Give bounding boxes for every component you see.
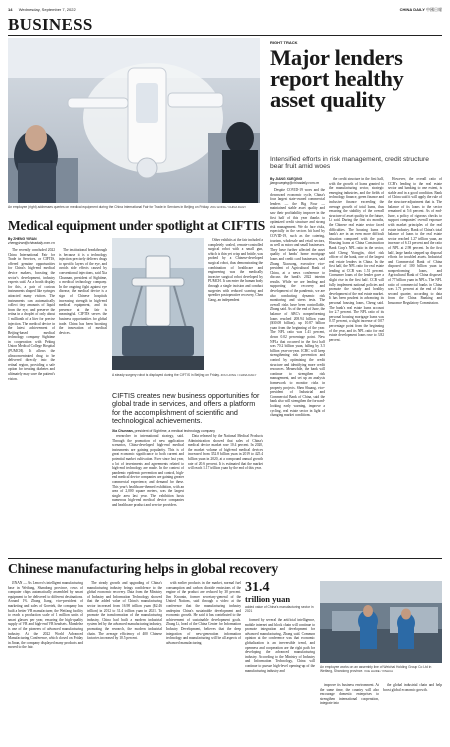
ciftis-column-1: The recently concluded 2022 China International Fair for Trade in Services, or CIFTIS, offered genuine opportunities for China's high-end medical device makers, boosting the sector's development, industry experts said. As a booth display for this, a pair of curious instruments shaped like syringes attracted many visitors. The instruments can automatically collect tiny amounts of liquid from the eye, and preserve the retina in a droplet of only about 1 millionth of a liter for precise injection. The medical device in the latest achievement of Beijing-based medical technology company Sightime in cooperation with Peking Union Medical College Hospital (PUMCH). It allows the ultraconcentrated drug to be delivered directly into the retinal region, providing a safe option for treating diabetes and ultimately may save the patient's vision. [8, 248, 55, 381]
header-rule [8, 35, 442, 36]
bottom-photo-caption: An employee works on an assembly line of Weichai Holding Group Co Ltd in Weifang, Shandong province. XUE HAIDE / XINHUA [320, 665, 432, 674]
bottom-column-2: The steady growth and upgrading of China's manufacturing industry brings confidence to the global economic recovery. Data from the Ministry of Industry and Information Technology showed that the added value of China's manufacturing sector increased from 16.98 trillion yuan ($2.46 trillion) in 2012 to 31.4 trillion yuan in 2021. To promote the transformation of the manufacturing industry, China had built a modern industrial system led by the advanced manufacturing industry, promoting the research, the modern industrial chain. The average efficiency of 400 Chinese factories increased by 10.5 percent. [87, 581, 162, 641]
top-photo [8, 38, 260, 203]
bottom-column-5: improve its business environment. At the same time, the country will also encourage domestic enterprises to strengthen international cooperation, integrate into [320, 683, 379, 706]
bottom-rule [8, 558, 442, 559]
bottom-photo-credit: XUE HAIDE / XINHUA [364, 669, 394, 674]
paper-name-cn: 中國日報 [426, 7, 442, 12]
mid-photo-image [112, 238, 204, 370]
asset-kicker: RIGHT TRACK [270, 40, 298, 45]
asset-column-1: Despite COVID-19 woes and the downward economic cycle, China's four largest state-owned commercial lenders — the Big Four — maintained stable asset quality and saw their profitability improve in the first half of this year thanks to optimized credit structure and strong risk management. We do face risks, especially in the sectors hit hard by COVID-19, such as the catering, tourism, wholesale and retail sectors, as well as micro and small businesses. They have further affected the asset quality of banks' home mortgage loans and credit card businesses, said Zhang Xiaosong, executive vice-president of Agricultural Bank of China, at a news conference to discuss the bank's 2022 interim results. While we are lending and supporting the recovery and development of the pandemic, we are also conducting dynamic risk monitoring and stress tests. The overall risks have been controllable, Zhang said. As of the end of June, the balance of ABC's nonperforming loans reached 208.94 billion yuan ($30.08 billion), up 10.87 billion yuan from the beginning of the year. The NPL ratio was 1.41 percent, down 0.02 percentage point. New NPLs that occurred in the first half was 70.2 billion yuan, falling by 3.5 billion year-on-year. ICBC will keep strengthening risk prevention and control by optimizing the credit structure and identifying more credit resources. Meanwhile, the bank will continue to strengthen risk management, and set up an analysis framework to monitor risks in property projects. Shen Shuang, vice-president of Industrial and Commercial Bank of China, said the bank also will strengthen the forward-looking early warning, improve a cycling, real estate sector in light of changing market conditions. [270, 188, 325, 418]
section-title: BUSINESS [8, 15, 93, 34]
bottom-headline: Chinese manufacturing helps in global recovery [8, 561, 279, 576]
ciftis-column-4: researcher in international strategy, said. Through the promotion of new application scenarios, China-developed high-end medical instruments are gaining popularity. This is of great economic significance to both current and potential market cultivation. Ever since last year, a lot of investments and agreements related to high-end technology are made. In the context of pandemic epidemic prevention and control, high-end medical device companies are gaining greater commercial experience, and demand for these. This year's healthcare-themed exhibition, with an area of 2,000 square meters, was the largest single area last year. The exhibition hosts numerous high-end medical device companies and healthcare product and service providers. [112, 434, 184, 507]
bottom-column-1: JINAN — As Lenovo's intelligent manufacturing base in Weifang, Shandong province, rows of computer chips automatically assembled by smart equipment to be delivered to different destinations. Around 1% Zhang Jiang, vice-president of marketing and sales of Goertek, the company has built a better VR manufacturer, the Weifang facility to reach a production scale of 1 million units of smart glasses per year, ensuring the high-quality supply of VR and high-end VR headsets. Mondelez is one of the pioneers of advanced manufacturing industry. At the 2022 World Advanced Manufacturing Conference, which closed on Friday in Jinan, the company displayed many products and moved to the fair. [8, 581, 83, 650]
stat-value: 31.4 [245, 580, 270, 595]
ciftis-column-3: Other exhibits at the fair included a completely sealed, remote-controlled surgical robot with a small gun, which is thin yet crisp and brittle, was probed by a Chinese-developed surgical robot, thus demonstrating the combination of healthcare and engineering was the medically invasive surgical robot developed by PUMCH. It can enter the human body through a single incision and conduct surgeries with reduced scarring and speedier postoperative recovery, Chen Gang, an independent [208, 238, 263, 302]
asset-headline: Major lenders report healthy asset quality [270, 45, 404, 112]
mid-photo-credit: ZOU HONG / CHINA DAILY [220, 373, 257, 377]
asset-column-3: However, the overall ratio of CCB's lending to the real estate sector and banking to one extent, is stable and in a good condition. Bank of China said it will apply the rule of the structure-adjustment that is. The balance of its loans to the sector remained at 5.6 percent. As of end-June, a policy of rigorous checks to support companies' overall exposure with market principles of the real estate industry. Bank of China's total balance of loans to the real estate sector reached 1.27 trillion yuan, an increase of 6.13 percent and the ratio of NPL at 2.98 percent. In the first half, large banks stepped up disposal efforts for troubled assets. Industrial and Commercial Bank of China disposed of 100 billion yuan in nonperforming loans, and Agricultural Bank of China disposed of 77 billion yuan in NPLs. The NPL ratio of commercial banks in China was 1.71 percent at the end of the second quarter, according to data from the China Banking and Insurance Regulatory Commission. [388, 177, 442, 306]
asset-byline: By JIANG XUEQING jiangxueqing@chinadaily.com.cn [270, 177, 320, 186]
pullquote [112, 392, 262, 433]
ciftis-byline: By ZHENG YIRAN zhengyiran@chinadaily.com.cn [8, 237, 55, 246]
mid-photo [112, 238, 204, 370]
stat-description: added value of China's manufacturing sector in 2021 [245, 605, 314, 614]
bottom-column-3: with earlier products in the market, normal fuel consumption and carbon dioxide emissions of the engine of the product are reduced by 30 percent. Jim Kroonin, former secretary-general of the United Nations, said through a video at the conference that the manufacturing industry underpins China's sustainable development and economic growth. He said it has contributed to the achievement of sustainable development goals. Zhang Li, head of the China Center for Information Industry Development, believes that the deep integration of new-generation information technology and manufacturing will be all aspects of advanced manufacturing. [166, 581, 241, 645]
asset-deck: Intensified efforts in risk management, credit structure bear fruit amid woes [270, 156, 429, 171]
bottom-photo-image [320, 581, 442, 663]
asset-column-2: the credit structure in the first half, with the growth of loans granted to the manufacturing sector, strategic emerging industries, and the fields of technology finance, green finance and inclusive finance exceeding the average growth of total loans, thus ensuring the stability of the overall structure of asset quality in the future, Li said. During the first six months, the Chinese real estate sector faced difficulties. The housing loans of bank's are in an even more difficult situation compared with the past. Housing loans at China Construction Bank Corp's NPL ratio in the sector, said Cheng Yiongjin, chief risk officer of the bank, one of the largest real estate lenders in China. In the first half, the NPL ratio for real estate lending at CCB was 1.51 percent. Consumer loans of the lender gave a slight rise in the first half. CCB will fully implement national policies and promote the steady and healthy development of the real estate market. It has been prudent in advancing its personal housing loans, Cheng said. The bank's real estate loans account for 2.7 percent. The NPL ratio of its personal housing mortgage loans was 0.37 percent, a slight increase of 0.07 percentage point from the beginning of the year, and its NPL ratio for real estate development loans rose to 3.82 percent. [329, 177, 384, 342]
ciftis-column-2: The institutional breakthrough is because it is a technology injection precisely delivers drugs to specific layers of the eye, and avoids side effects caused by conventional injections, said Xia Chunnan, president of Sightime, a medical technology company. In the ongoing fight against eye disease, the medical device is a sign of Chinese hospitals increasing strength in high-end medical equipment, and its presence at the fair is meaningful. CIFTIS serves the business opportunities for global trade. China has been boosting the innovation of medical devices. [59, 248, 107, 335]
bottom-photo [320, 581, 442, 663]
top-photo-image [8, 38, 260, 203]
bottom-column-4: formed by several the artificial intelligence, mobile internet and block chain will continue to promote integration and development for advanced manufacturing, Zhang said. Common opinion at the conference was that economic globalization is an irreversible trend, and openness and cooperation are the right path for developing the advanced manufacturing industry. According to the Ministry of Industry and Information Technology, China will continue to pursue high-level opening-up of the manufacturing industry and [245, 618, 315, 673]
bottom-column-6: the global industrial chain and help boost global economic growth. [383, 683, 442, 692]
stat-unit: trillion yuan [245, 594, 291, 604]
ciftis-headline: Medical equipment under spotlight at CIFTIS [8, 218, 266, 233]
top-photo-caption: An employee (right) addresses queries on medical equipment during the China International Fair for Trade in Services in Beijing on Friday. ZOU HONG / CHINA DAILY [8, 205, 247, 209]
paper-name: CHINA DAILY [399, 7, 425, 12]
pullquote-text: CIFTIS creates new business opportunities for global trade in services, and offers a platform for the accomplishment of scientific and technological achievements. [112, 391, 260, 426]
top-photo-credit: ZOU HONG / CHINA DAILY [210, 205, 247, 209]
pullquote-attribution: Xia Chunnan, president of Sightime, a medical technology company [112, 428, 215, 433]
page-header [8, 7, 442, 15]
ciftis-column-5: Data released by the National Medical Products Administration showed that sales of China's medical device market rose 10.4 percent. In 2020, the market volume of high-end medical devices increased from 352.8 billion yuan in 2019 to 425.4 billion yuan in 2020, at a compound annual growth rate of 20.6 percent. It is estimated that the market will reach 1.17 trillion yuan by the end of this year. [188, 434, 263, 471]
page-date: Wednesday, September 7, 2022 [18, 7, 76, 12]
page-number: 14 [8, 7, 13, 12]
mid-photo-caption: A steady surgery robot is displayed during the CIFTIS in Beijing on Friday. ZOU HONG / CHINA DAILY [112, 373, 257, 377]
stat-box [245, 581, 315, 613]
